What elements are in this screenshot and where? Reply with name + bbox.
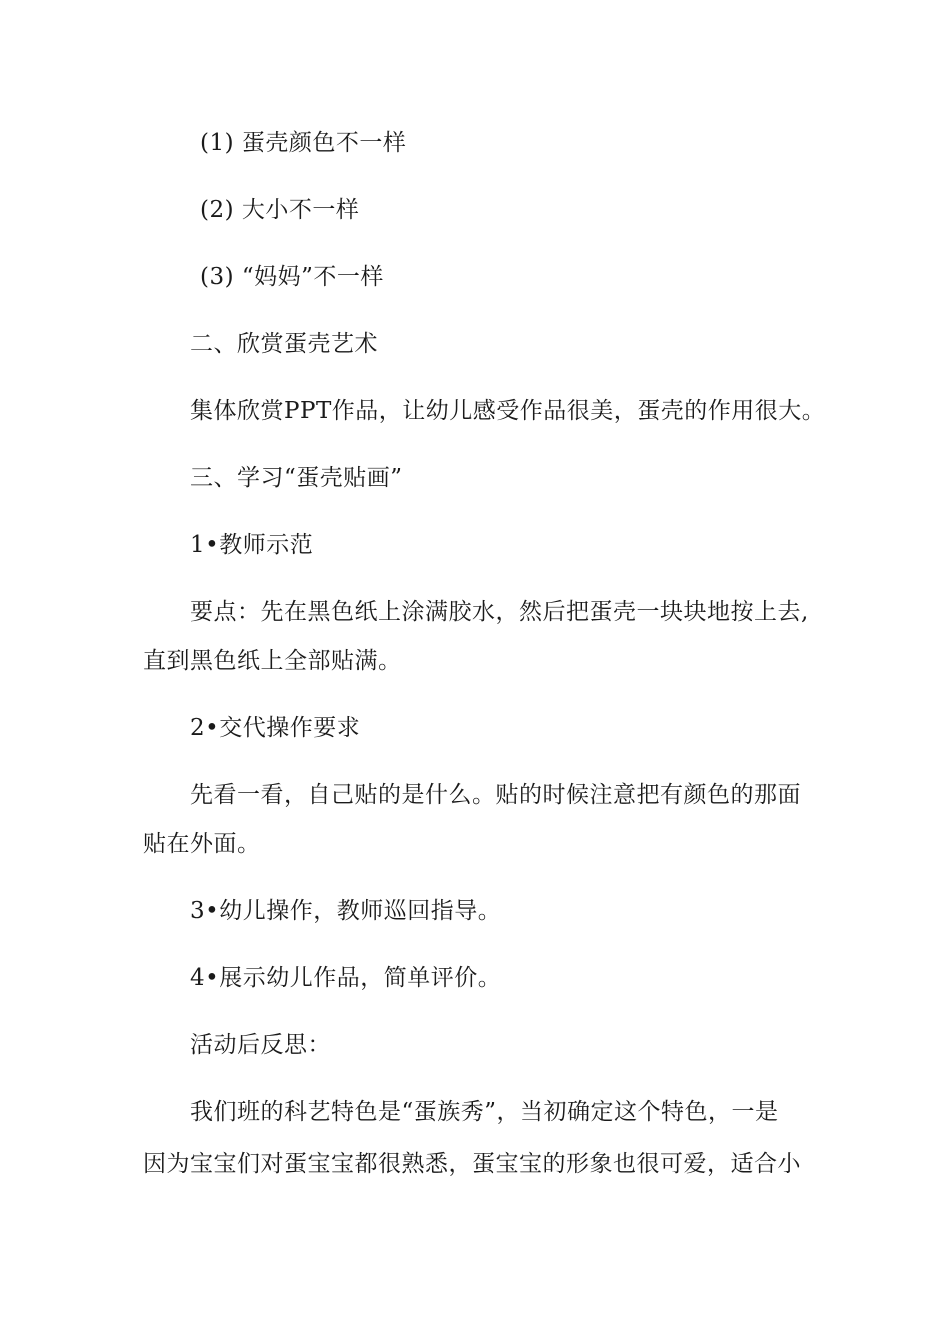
- list-item-3: (3) “妈妈”不一样: [200, 264, 384, 290]
- paragraph-line: 贴在外面。: [143, 831, 261, 857]
- step-heading-1: 1•教师示范: [190, 532, 314, 558]
- list-item-2: (2) 大小不一样: [200, 197, 360, 223]
- section-heading-3: 三、学习“蛋壳贴画”: [190, 465, 403, 491]
- paragraph-line: 先看一看，自己贴的是什么。贴的时候注意把有颜色的那面: [190, 782, 801, 808]
- paragraph-line: 我们班的科艺特色是“蛋族秀”，当初确定这个特色，一是: [190, 1099, 779, 1125]
- list-item-1: (1) 蛋壳颜色不一样: [200, 130, 407, 156]
- section-heading-2: 二、欣赏蛋壳艺术: [190, 331, 378, 357]
- step-heading-4: 4•展示幼儿作品，简单评价。: [190, 965, 502, 991]
- paragraph-line: 要点：先在黑色纸上涂满胶水，然后把蛋壳一块块地按上去,: [190, 599, 809, 625]
- step-heading-3: 3•幼儿操作，教师巡回指导。: [190, 898, 502, 924]
- reflection-heading: 活动后反思：: [190, 1032, 331, 1058]
- step-heading-2: 2•交代操作要求: [190, 715, 361, 741]
- paragraph-line: 直到黑色纸上全部贴满。: [143, 648, 402, 674]
- paragraph-line: 因为宝宝们对蛋宝宝都很熟悉，蛋宝宝的形象也很可爱，适合小: [143, 1151, 801, 1177]
- paragraph: 集体欣赏PPT作品，让幼儿感受作品很美，蛋壳的作用很大。: [190, 398, 826, 424]
